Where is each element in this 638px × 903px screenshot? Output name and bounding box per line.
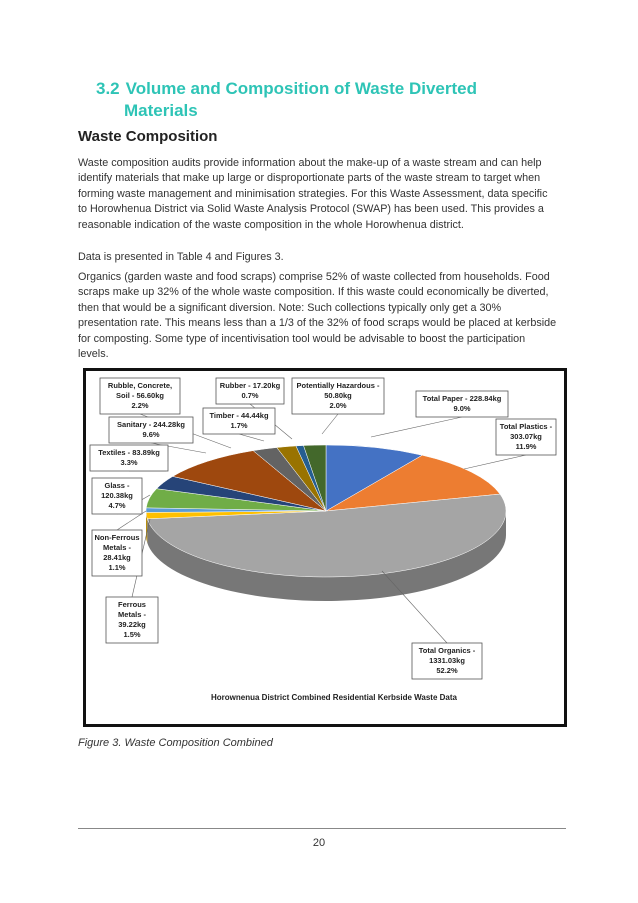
data-label-text: Glass - [104,481,130,490]
section-title-line2: Materials [124,101,198,120]
leader-line [371,417,462,437]
footer-divider [78,828,566,829]
data-label-text: Non-Ferrous [94,533,140,542]
paragraph-data-note: Data is presented in Table 4 and Figures 3. [78,251,284,263]
figure-caption: Figure 3. Waste Composition Combined [78,737,273,749]
waste-composition-chart [83,368,567,727]
paragraph-intro: Waste composition audits provide information about the make-up of a waste stream and can help identify materials that make up large or disproportionate parts of the waste stream to target when forming waste management and minimisation strategies. For this Waste Assessment, data specific to Horowhenua District via Solid Waste Analysis Protocol (SWAP) has been used. This provides a reasonable indication of the waste composition in the whole Horowhenua district. [78,157,548,231]
leader-line [239,434,264,441]
section-number: 3.2 [96,79,120,98]
data-label-text: 303.07kg [510,432,542,441]
data-label-text: Rubble, Concrete, [107,381,173,390]
data-label-text: 2.0% [329,401,347,410]
data-label-text: 0.7% [241,391,259,400]
data-label-text: 2.2% [131,401,149,410]
data-label-text: 3.3% [120,458,138,467]
page-number: 20 [312,837,326,849]
data-label-text: Rubber - 17.20kg [219,381,281,390]
data-label-text: 1.7% [230,421,248,430]
data-label-text: Total Organics - [418,646,476,655]
leader-line [464,455,526,469]
data-label-text: Total Plastics - [499,422,553,431]
data-label-text: Metals - [118,610,146,619]
data-label-text: Metals - [103,543,131,552]
leader-line [322,414,338,434]
data-label-text: 1331.03kg [429,656,465,665]
data-label-text: 9.6% [142,430,160,439]
data-label-text: Textiles - 83.89kg [98,448,160,457]
data-label-text: Soil - 56.60kg [116,391,164,400]
data-label-text: 1.1% [108,563,126,572]
chart-title: Horownenua District Combined Residential Kerbside Waste Data [211,693,457,702]
data-label-text: Ferrous [118,600,146,609]
data-label-text: Timber - 44.44kg [209,411,269,420]
data-label-text: 50.80kg [324,391,352,400]
data-label-text: Total Paper - 228.84kg [422,394,502,403]
data-label-text: 11.9% [515,442,537,451]
pie-top [146,445,506,577]
data-label-text: 1.5% [123,630,141,639]
data-label-text: 120.38kg [101,491,133,500]
data-label-text: Sanitary - 244.28kg [117,420,185,429]
data-label-text: Potentially Hazardous - [296,381,380,390]
data-label-text: 52.2% [436,666,458,675]
data-label-text: 39.22kg [118,620,146,629]
paragraph-organics: Organics (garden waste and food scraps) comprise 52% of waste collected from households. Food scraps make up 32% of the whole waste composition. If this waste could economically be diverted, then that would be a significant diversion. Note: Such collections typically only get a 30% presentation rate. This means less than a 1/3 of the 32% of food scraps would be placed at kerbside for composting. Some type of incentivisation tool would be advisable to boost the participation levels. [78,271,557,361]
pie-chart-svg [86,371,564,724]
data-label-text: 28.41kg [103,553,131,562]
section-title-line1: Volume and Composition of Waste Diverted [125,79,478,98]
data-label-text: 9.0% [453,404,471,413]
subheading: Waste Composition [78,128,218,145]
data-label-text: 4.7% [108,501,126,510]
section-heading [96,78,556,122]
